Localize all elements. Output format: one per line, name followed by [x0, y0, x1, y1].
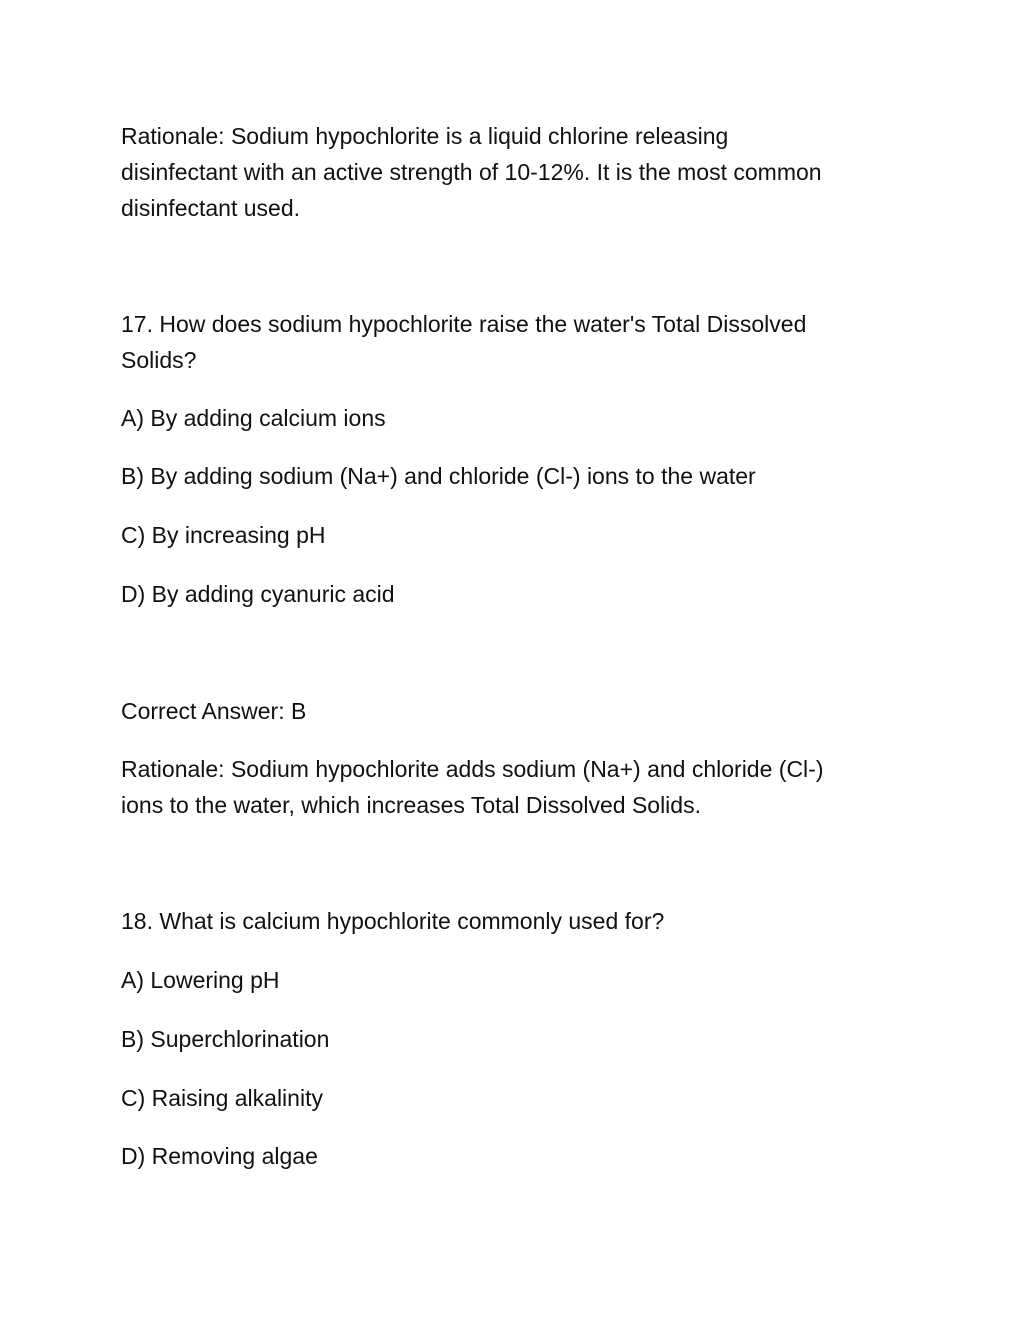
rationale-q16-line-1: Rationale: Sodium hypochlorite is a liquid chlorine releasing	[121, 123, 729, 149]
q18-option-b-text: B) Superchlorination	[121, 1026, 330, 1052]
rationale-q16	[121, 118, 901, 226]
q18-option-d-text: D) Removing algae	[121, 1143, 318, 1169]
q17-option-b-text: B) By adding sodium (Na+) and chloride (Cl-) ions to the water	[121, 463, 756, 489]
q17-option-c-text: C) By increasing pH	[121, 522, 326, 548]
q17-option-d	[121, 576, 901, 612]
q18-option-d	[121, 1138, 901, 1174]
q17-option-d-text: D) By adding cyanuric acid	[121, 581, 395, 607]
rationale-q17-line-1: Rationale: Sodium hypochlorite adds sodium (Na+) and chloride (Cl-)	[121, 756, 824, 782]
q18-option-c-text: C) Raising alkalinity	[121, 1085, 323, 1111]
q17-option-a-text: A) By adding calcium ions	[121, 405, 386, 431]
question-17-line-2: Solids?	[121, 347, 197, 373]
q17-correct-answer	[121, 693, 901, 729]
question-18	[121, 903, 901, 939]
q17-correct-answer-text: Correct Answer: B	[121, 698, 307, 724]
q18-option-a-text: A) Lowering pH	[121, 967, 280, 993]
q17-option-c	[121, 517, 901, 553]
q18-option-a	[121, 962, 901, 998]
rationale-q17	[121, 751, 901, 823]
rationale-q17-line-2: ions to the water, which increases Total Dissolved Solids.	[121, 792, 701, 818]
rationale-q16-line-3: disinfectant used.	[121, 195, 301, 221]
q18-option-b	[121, 1021, 901, 1057]
q18-option-c	[121, 1080, 901, 1116]
question-18-line-1: 18. What is calcium hypochlorite commonly used for?	[121, 908, 665, 934]
q17-option-a	[121, 400, 901, 436]
q17-option-b	[121, 458, 901, 494]
question-17-line-1: 17. How does sodium hypochlorite raise the water's Total Dissolved	[121, 311, 807, 337]
rationale-q16-line-2: disinfectant with an active strength of 10-12%. It is the most common	[121, 159, 822, 185]
question-17	[121, 306, 901, 378]
